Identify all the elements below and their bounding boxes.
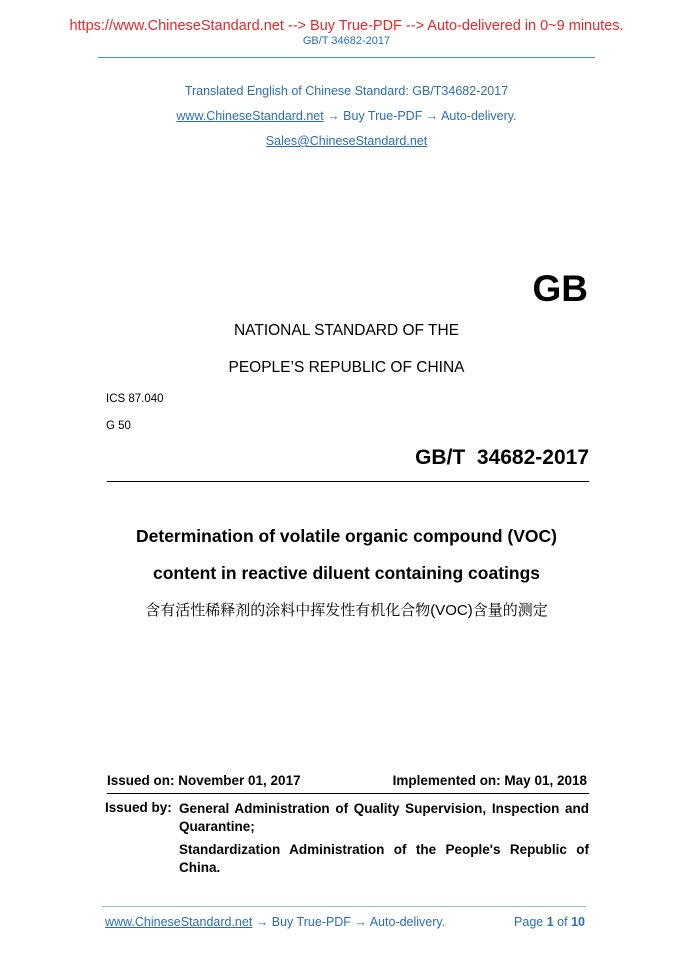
sales-email-link[interactable]: Sales@ChineseStandard.net: [265, 134, 428, 148]
delivery-line: [0, 109, 693, 123]
national-standard-line1: NATIONAL STANDARD OF THE: [233, 322, 460, 339]
title-english-line2: content in reactive diluent containing coatings: [153, 563, 540, 583]
page-number: 1: [546, 915, 554, 929]
issuer-org-1: General Administration of Quality Supervision, Inspection and Quarantine;: [179, 801, 589, 834]
ccs-code: G 50: [106, 420, 131, 432]
title-english-line1: Determination of volatile organic compound (VOC): [136, 526, 557, 546]
ics-code: ICS 87.040: [106, 393, 164, 405]
footer-site-link[interactable]: www.ChineseStandard.net: [105, 915, 253, 929]
issued-by-label: Issued by:: [105, 800, 172, 815]
header-standard-code: GB/T 34682-2017: [302, 35, 391, 47]
standard-number: GB/T 34682-2017: [415, 446, 589, 469]
implemented-on-date: Implemented on: May 01, 2018: [392, 773, 587, 788]
site-link[interactable]: www.ChineseStandard.net: [176, 109, 324, 123]
page-indicator: [514, 915, 585, 929]
delivery-text: → Buy True-PDF → Auto-delivery.: [323, 109, 517, 123]
translated-notice: Translated English of Chinese Standard: GB/T34682-2017: [184, 84, 509, 98]
page-total: 10: [571, 915, 585, 929]
top-banner-link[interactable]: https://www.ChineseStandard.net --> Buy True-PDF --> Auto-delivered in 0~9 minutes.: [69, 18, 624, 34]
footer-divider: [102, 906, 586, 907]
standard-number-divider: [107, 481, 589, 482]
footer-delivery-line: [105, 915, 445, 929]
national-standard-line2: PEOPLE’S REPUBLIC OF CHINA: [228, 359, 465, 376]
title-chinese: 含有活性稀释剂的涂料中挥发性有机化合物(VOC)含量的测定: [145, 602, 548, 619]
issued-by-block: [105, 800, 589, 877]
page-label: Page: [514, 915, 544, 929]
footer-delivery-text: → Buy True-PDF → Auto-delivery.: [252, 915, 446, 929]
dates-divider: [107, 793, 589, 794]
issued-on-date: Issued on: November 01, 2017: [107, 773, 301, 788]
of-label: of: [557, 915, 568, 929]
email-line: [0, 134, 693, 148]
header-divider: [98, 57, 595, 58]
gb-logo-mark: GB: [532, 268, 588, 309]
issuer-org-2: Standardization Administration of the People's Republic of China.: [179, 842, 589, 875]
